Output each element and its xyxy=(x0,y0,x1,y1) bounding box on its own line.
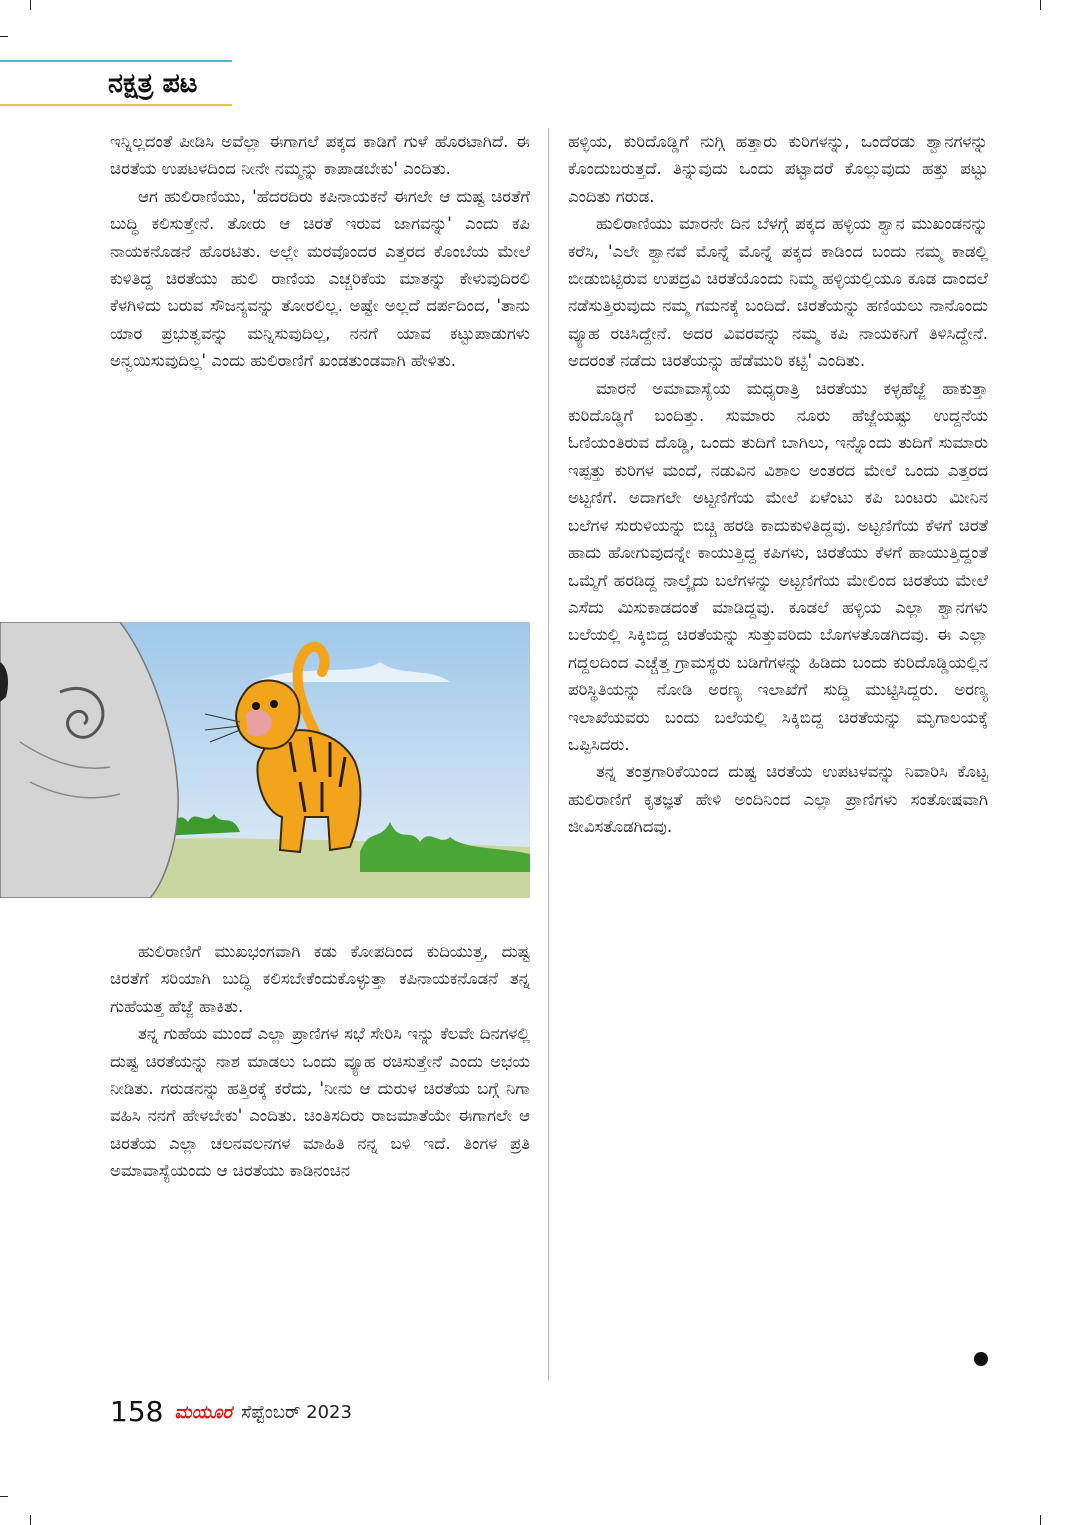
crop-mark xyxy=(30,1515,31,1525)
paragraph: ತನ್ನ ತಂತ್ರಗಾರಿಕೆಯಿಂದ ದುಷ್ಟ ಚಿರತೆಯ ಉಪಟಳವನ್ನು ನಿವಾರಿಸಿ ಕೊಟ್ಟ ಹುಲಿರಾಣಿಗೆ ಕೃತಜ್ಞತೆ ಹೇಳಿ ಅಂದಿನಿಂದ ಎಲ್ಲಾ ಪ್ರಾಣಿಗಳು ಸಂತೋಷವಾಗಿ ಜೀವಿಸತೊಡಗಿದವು. xyxy=(568,762,988,837)
section-rule-top xyxy=(0,60,232,62)
paragraph: ಹುಲಿರಾಣಿಗೆ ಮುಖಭಂಗವಾಗಿ ಕಡು ಕೋಪದಿಂದ ಕುದಿಯುತ್ತ, ದುಷ್ಟ ಚಿರತೆಗೆ ಸರಿಯಾಗಿ ಬುದ್ಧಿ ಕಲಿಸಬೇಕೆಂದುಕೊಳ್ಳುತ್ತಾ ಕಪಿನಾಯಕನೊಡನೆ ತನ್ನ ಗುಹೆಯತ್ತ ಹೆಜ್ಜೆ ಹಾಕಿತು. xyxy=(110,942,530,1016)
paragraph: ಆಗ ಹುಲಿರಾಣಿಯು, 'ಹೆದರದಿರು ಕಪಿನಾಯಕನೆ ಈಗಲೇ ಆ ದುಷ್ಟ ಚಿರತೆಗೆ ಬುದ್ಧಿ ಕಲಿಸುತ್ತೇನೆ. ತೋರು ಆ ಚಿರತೆ ಇರುವ ಜಾಗವನ್ನು' ಎಂದು ಕಪಿ ನಾಯಕನೊಡನೆ ಹೊರಟಿತು. ಅಲ್ಲೇ ಮರವೊಂದರ ಎತ್ತರದ ಕೊಂಬೆಯ ಮೇಲೆ ಕುಳಿತಿದ್ದ ಚಿರತೆಯು ಹುಲಿ ರಾಣಿಯ ಎಚ್ಚರಿಕೆಯ ಮಾತನ್ನು ಕೇಳುವುದಿರಲಿ ಕೆಳಗಿಳಿದು ಬರುವ ಸೌಜನ್ಯವನ್ನು ತೋರಲಿಲ್ಲ. ಅಷ್ಟೇ ಅಲ್ಲದೆ ದರ್ಪದಿಂದ, 'ತಾನು ಯಾರ ಪ್ರಭುತ್ವವನ್ನು ಮನ್ನಿಸುವುದಿಲ್ಲ, ನನಗೆ ಯಾವ ಕಟ್ಟುಪಾಡುಗಳು ಅನ್ವಯಿಸುವುದಿಲ್ಲ' ಎಂದು ಹುಲಿರಾಣಿಗೆ ಖಂಡತುಂಡವಾಗಿ ಹೇಳಿತು. xyxy=(110,186,530,371)
story-illustration xyxy=(0,622,530,898)
crop-mark xyxy=(0,36,8,37)
column-1-bottom xyxy=(110,938,530,1185)
tiger-eye xyxy=(252,702,260,710)
page-number: 158 xyxy=(110,1395,164,1428)
tiger-illustration xyxy=(0,622,530,898)
issue-date: ಸೆಪ್ಟೆಂಬರ್ 2023 xyxy=(241,1401,352,1423)
column-1-top xyxy=(110,128,530,375)
paragraph: ಹುಲಿರಾಣಿಯು ಮಾರನೇ ದಿನ ಬೆಳಗ್ಗೆ ಪಕ್ಕದ ಹಳ್ಳಿಯ ಶ್ವಾನ ಮುಖಂಡನನ್ನು ಕರೆಸಿ, 'ಎಲೇ ಶ್ವಾನವೆ ಮೊನ್ನೆ ಮೊನ್ನೆ ಪಕ್ಕದ ಕಾಡಿಂದ ಬಂದು ನಮ್ಮ ಕಾಡಲ್ಲಿ ಬೀಡುಬಿಟ್ಟಿರುವ ಉಪದ್ರವಿ ಚಿರತೆಯೊಂದು ನಿಮ್ಮ ಹಳ್ಳಿಯಲ್ಲಿಯೂ ಕೂಡ ದಾಂದಲೆ ನಡೆಸುತ್ತಿರುವುದು ನಮ್ಮ ಗಮನಕ್ಕೆ ಬಂದಿದೆ. ಚಿರತೆಯನ್ನು ಹಣಿಯಲು ನಾನೊಂದು ವ್ಯೂಹ ರಚಿಸಿದ್ದೇನೆ. ಅದರ ವಿವರವನ್ನು ನಮ್ಮ ಕಪಿ ನಾಯಕನಿಗೆ ತಿಳಿಸಿದ್ದೇನೆ. ಅದರಂತೆ ನಡೆದು ಚಿರತೆಯನ್ನು ಹೆಡೆಮುರಿ ಕಟ್ಟಿ' ಎಂದಿತು. xyxy=(568,214,988,371)
crop-mark xyxy=(0,1496,8,1497)
paragraph: ತನ್ನ ಗುಹೆಯ ಮುಂದೆ ಎಲ್ಲಾ ಪ್ರಾಣಿಗಳ ಸಭೆ ಸೇರಿಸಿ ಇನ್ನು ಕೆಲವೇ ದಿನಗಳಲ್ಲಿ ದುಷ್ಟ ಚಿರತೆಯನ್ನು ನಾಶ ಮಾಡಲು ಒಂದು ವ್ಯೂಹ ರಚಿಸುತ್ತೇನೆ ಎಂದು ಅಭಯ ನೀಡಿತು. ಗರುಡನನ್ನು ಹತ್ತಿರಕ್ಕೆ ಕರೆದು, 'ನೀನು ಆ ದುರುಳ ಚಿರತೆಯ ಬಗ್ಗೆ ನಿಗಾ ವಹಿಸಿ ನನಗೆ ಹೇಳಬೇಕು' ಎಂದಿತು. ಚಿಂತಿಸದಿರು ರಾಜಮಾತೆಯೇ ಈಗಾಗಲೇ ಆ ಚಿರತೆಯ ಎಲ್ಲಾ ಚಲನವಲನಗಳ ಮಾಹಿತಿ ನನ್ನ ಬಳಿ ಇದೆ. ತಿಂಗಳ ಪ್ರತಿ ಅಮಾವಾಸ್ಯೆಯಂದು ಆ ಚಿರತೆಯು ಕಾಡಿನಂಚಿನ xyxy=(110,1024,530,1181)
end-of-story-bullet xyxy=(974,1352,988,1366)
column-2 xyxy=(568,128,988,841)
magazine-logo: ಮಯೂರ xyxy=(174,1401,232,1423)
tiger-eye xyxy=(270,700,278,708)
crop-mark xyxy=(1040,1515,1041,1525)
column-divider xyxy=(548,128,549,1380)
crop-mark xyxy=(30,0,31,10)
paragraph: ಹಳ್ಳಿಯ, ಕುರಿದೊಡ್ಡಿಗೆ ನುಗ್ಗಿ ಹತ್ತಾರು ಕುರಿಗಳನ್ನು, ಒಂದೆರಡು ಶ್ವಾನಗಳನ್ನು ಕೊಂದುಬರುತ್ತದೆ. ತಿನ್ನುವುದು ಒಂದು ಪಟ್ಟಾದರೆ ಕೊಲ್ಲುವುದು ಹತ್ತು ಪಟ್ಟು ಎಂದಿತು ಗರುಡ. xyxy=(568,132,988,206)
paragraph: ಇನ್ನಿಲ್ಲದಂತೆ ಪೀಡಿಸಿ ಅವೆಲ್ಲಾ ಈಗಾಗಲೆ ಪಕ್ಕದ ಕಾಡಿಗೆ ಗುಳೆ ಹೊರಟಾಗಿದೆ. ಈ ಚಿರತೆಯ ಉಪಟಳದಿಂದ ನೀನೇ ನಮ್ಮನ್ನು ಕಾಪಾಡಬೇಕು' ಎಂದಿತು. xyxy=(110,132,530,179)
paragraph: ಮಾರನೆ ಅಮಾವಾಸ್ಯೆಯ ಮಧ್ಯರಾತ್ರಿ ಚಿರತೆಯು ಕಳ್ಳಹೆಜ್ಜೆ ಹಾಕುತ್ತಾ ಕುರಿದೊಡ್ಡಿಗೆ ಬಂದಿತ್ತು. ಸುಮಾರು ನೂರು ಹೆಜ್ಜೆಯಷ್ಟು ಉದ್ದನೆಯ ಓಣಿಯಂತಿರುವ ದೊಡ್ಡಿ, ಒಂದು ತುದಿಗೆ ಬಾಗಿಲು, ಇನ್ನೊಂದು ತುದಿಗೆ ಸುಮಾರು ಇಪ್ಪತ್ತು ಕುರಿಗಳ ಮಂದೆ, ನಡುವಿನ ವಿಶಾಲ ಅಂತರದ ಮೇಲೆ ಒಂದು ಎತ್ತರದ ಅಟ್ಟಣಿಗೆ. ಅದಾಗಲೇ ಅಟ್ಟಣಿಗೆಯ ಮೇಲೆ ಏಳೆಂಟು ಕಪಿ ಬಂಟರು ಮೀನಿನ ಬಲೆಗಳ ಸುರುಳಿಯನ್ನು ಬಿಚ್ಚಿ ಹರಡಿ ಕಾದುಕುಳಿತಿದ್ದವು. ಅಟ್ಟಣಿಗೆಯ ಕೆಳಗೆ ಚಿರತೆ ಹಾದು ಹೋಗುವುದನ್ನೇ ಕಾಯುತ್ತಿದ್ದ ಕಪಿಗಳು, ಚಿರತೆಯು ಕೆಳಗೆ ಹಾಯುತ್ತಿದ್ದಂತೆ ಒಮ್ಮೆಗೆ ಹರಡಿದ್ದ ನಾಲ್ಕೈದು ಬಲೆಗಳನ್ನು ಅಟ್ಟಣಿಗೆಯ ಮೇಲಿಂದ ಚಿರತೆಯ ಮೇಲೆ ಎಸೆದು ಮಿಸುಕಾಡದಂತೆ ಮಾಡಿದ್ದವು. ಕೂಡಲೆ ಹಳ್ಳಿಯ ಎಲ್ಲಾ ಶ್ವಾನಗಳು ಬಲೆಯಲ್ಲಿ ಸಿಕ್ಕಿಬಿದ್ದ ಚಿರತೆಯನ್ನು ಸುತ್ತುವರಿದು ಬೊಗಳತೊಡಗಿದವು. ಈ ಎಲ್ಲಾ ಗದ್ದಲದಿಂದ ಎಚ್ಚೆತ್ತ ಗ್ರಾಮಸ್ಥರು ಬಡಿಗೆಗಳನ್ನು ಹಿಡಿದು ಬಂದು ಕುರಿದೊಡ್ಡಿಯಲ್ಲಿನ ಪರಿಸ್ಥಿತಿಯನ್ನು ನೋಡಿ ಅರಣ್ಯ ಇಲಾಖೆಗೆ ಸುದ್ದಿ ಮುಟ್ಟಿಸಿದ್ದರು. ಅರಣ್ಯ ಇಲಾಖೆಯವರು ಬಂದು ಬಲೆಯಲ್ಲಿ ಸಿಕ್ಕಿಬಿದ್ದ ಚಿರತೆಯನ್ನು ಮೃಗಾಲಯಕ್ಕೆ ಒಪ್ಪಿಸಿದರು. xyxy=(568,378,988,754)
section-title: ನಕ್ಷತ್ರ ಪಟ xyxy=(108,68,198,99)
section-rule-bottom xyxy=(0,104,232,106)
crop-mark xyxy=(1040,0,1041,10)
page-footer xyxy=(110,1392,352,1432)
